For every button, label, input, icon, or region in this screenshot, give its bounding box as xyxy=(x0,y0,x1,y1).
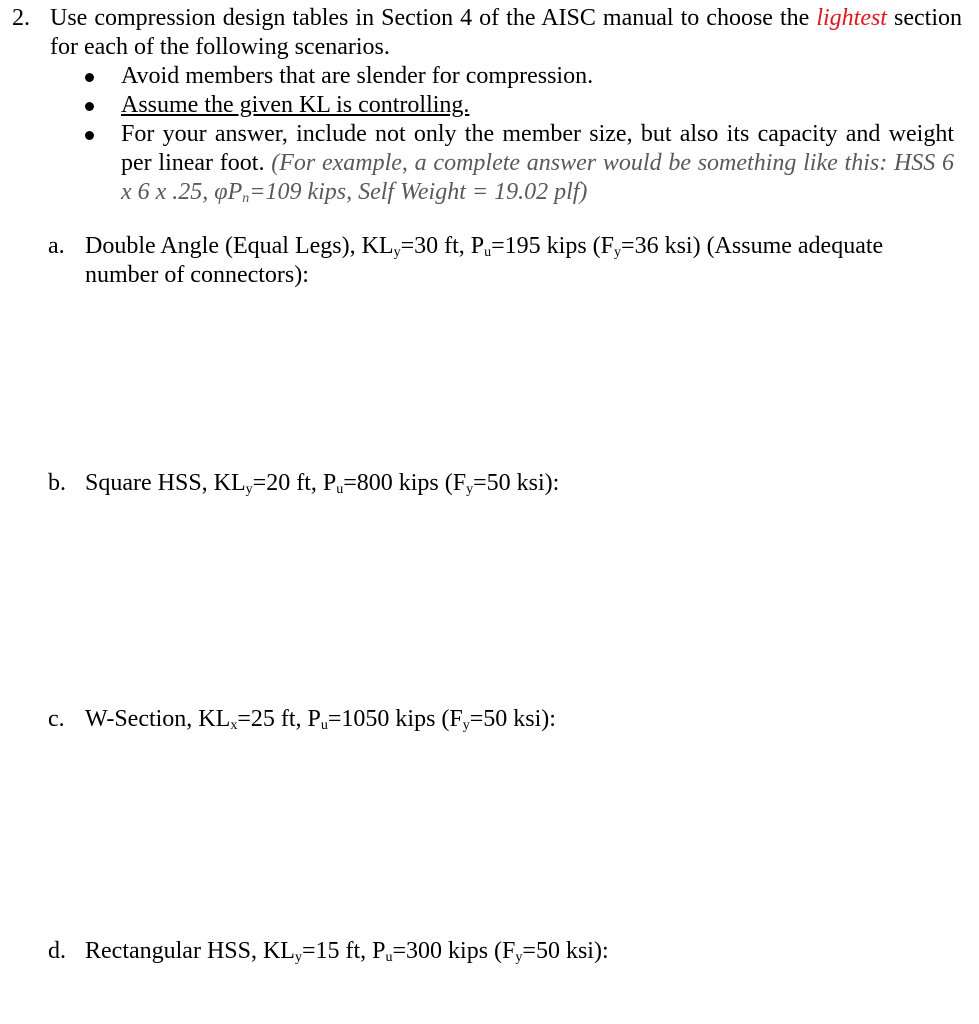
question-intro-before: Use compression design tables in Section 4 of the AISC manual to choose the xyxy=(50,5,817,31)
part-letter: b. xyxy=(48,470,66,496)
part-prompt xyxy=(85,937,954,966)
part-text-segment: =50 ksi): xyxy=(522,938,609,964)
subscript: y xyxy=(393,245,401,260)
bullet-icon xyxy=(85,73,94,82)
question-intro xyxy=(50,4,962,62)
part-c xyxy=(48,705,954,734)
part-letter: d. xyxy=(48,938,66,964)
part-text-segment: =195 kips (F xyxy=(491,233,615,259)
part-text-segment: =800 kips (F xyxy=(343,470,467,496)
instruction-list xyxy=(80,62,954,207)
instruction-item xyxy=(80,120,954,207)
subscript: y xyxy=(515,950,523,965)
bullet-icon xyxy=(85,102,94,111)
subscript: y xyxy=(614,245,622,260)
part-prompt xyxy=(85,705,954,734)
question-number: 2. xyxy=(12,5,30,31)
example-text: =109 kips, Self Weight = 19.02 plf) xyxy=(249,179,588,205)
instruction-item xyxy=(80,91,954,120)
part-text-segment: Double Angle (Equal Legs), KL xyxy=(85,233,394,259)
part-text-segment: =25 ft, P xyxy=(237,706,321,732)
instruction-text: Assume the given KL is controlling. xyxy=(121,92,470,118)
question-intro-after: section for each of the following scenarios. xyxy=(50,5,962,60)
subscript: y xyxy=(245,482,253,497)
part-b xyxy=(48,469,954,498)
subscript: y xyxy=(294,950,302,965)
part-text-segment: W-Section, KL xyxy=(85,706,231,732)
instruction-item xyxy=(80,62,954,91)
subscript: x xyxy=(230,718,238,733)
subscript: u xyxy=(336,482,344,497)
subscript: y xyxy=(462,718,470,733)
part-text-segment: =20 ft, P xyxy=(252,470,337,496)
part-text-segment: Rectangular HSS, KL xyxy=(85,938,295,964)
part-text-segment: =300 kips (F xyxy=(392,938,516,964)
subscript: y xyxy=(466,482,474,497)
subscript: u xyxy=(484,245,492,260)
instruction-text: For your answer, include not only the member size, but also its capacity and weight per linear foot. xyxy=(121,121,954,176)
part-letter: a. xyxy=(48,233,65,259)
part-text-segment: =30 ft, P xyxy=(400,233,485,259)
part-text-segment: =36 ksi) (Assume adequate number of connectors): xyxy=(85,233,884,288)
part-a xyxy=(48,232,954,290)
question-2 xyxy=(12,4,962,62)
bullet-icon xyxy=(85,131,94,140)
example-text: (For example, a complete answer would be something like this: HSS 6 x 6 x .25, φP xyxy=(121,150,955,205)
question-intro-emphasis: lightest xyxy=(816,5,887,31)
part-text-segment: =15 ft, P xyxy=(301,938,386,964)
part-text-segment: =50 ksi): xyxy=(469,706,556,732)
part-prompt xyxy=(85,469,954,498)
part-letter: c. xyxy=(48,706,65,732)
subscript: u xyxy=(385,950,393,965)
example-subscript: n xyxy=(242,191,250,206)
part-d xyxy=(48,937,954,966)
part-text-segment: =50 ksi): xyxy=(473,470,560,496)
part-prompt xyxy=(85,232,954,290)
part-text-segment: =1050 kips (F xyxy=(327,706,463,732)
subscript: u xyxy=(320,718,328,733)
instruction-text: Avoid members that are slender for compression. xyxy=(121,63,594,89)
part-text-segment: Square HSS, KL xyxy=(85,470,246,496)
